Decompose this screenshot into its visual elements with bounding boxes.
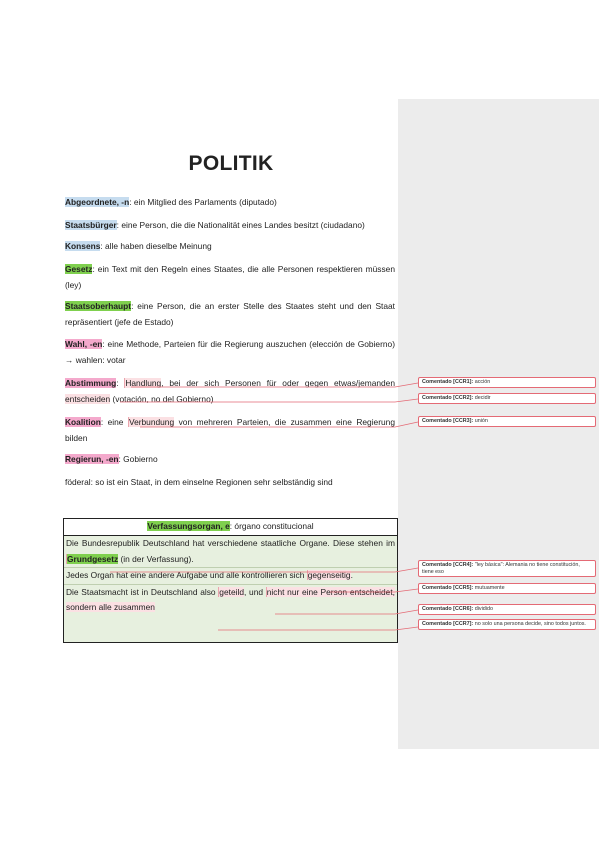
definition: : <box>116 378 125 388</box>
comment-text: "ley básica": Alemania no tiene constitución, tiene eso <box>422 562 580 575</box>
definition: : ein Text mit den Regeln eines Staates, die alle Personen respektieren müssen (ley) <box>65 264 395 290</box>
term: Koalition <box>65 417 101 427</box>
text: . <box>350 570 353 580</box>
comment-label: Comentado [CCR1]: <box>422 379 474 385</box>
comment-ccr6[interactable] <box>418 604 596 615</box>
comment-anchor-ccr7[interactable]: nicht nur eine Person entscheidet, sondern alle zusammen <box>66 586 395 612</box>
comment-anchor-ccr2[interactable]: entscheiden <box>65 393 111 404</box>
connector-ccr4 <box>110 568 418 572</box>
comment-label: Comentado [CCR2]: <box>422 395 474 401</box>
definition-extra: wahlen: votar <box>75 354 126 365</box>
definition: : eine <box>100 417 128 427</box>
comment-text: decidir <box>473 395 491 401</box>
term: Regierun, -en <box>65 454 119 464</box>
comment-anchor-ccr3[interactable]: Verbundung <box>128 417 175 427</box>
comment-ccr5[interactable] <box>418 583 596 594</box>
definition: : eine Person, die an erster Stelle des Staates steht und den Staat repräsentiert (jefe de Estado) <box>65 301 395 327</box>
comment-label: Comentado [CCR3]: <box>422 418 474 424</box>
comment-ccr2[interactable] <box>418 393 596 404</box>
comment-ccr4[interactable] <box>418 560 596 577</box>
term: Abstimmung <box>65 378 117 388</box>
comment-text: dividido <box>473 606 493 612</box>
text: Die Staatsmacht ist in Deutschland also <box>66 586 219 597</box>
definition: : eine Methode, Parteien für die Regierung auszuchen (elección de Gobierno) → <box>65 339 395 365</box>
connector-ccr3 <box>140 422 418 427</box>
text: Jedes Organ hat eine andere Aufgabe und alle kontrollieren sich <box>66 570 307 580</box>
text: Die Bundesrepublik Deutschland hat verschiedene staatliche Organe. Diese stehen im <box>66 538 395 548</box>
term: Staatsbürger <box>65 220 117 230</box>
connector-ccr7 <box>218 627 418 630</box>
term: Abgeordnete, -n <box>65 197 130 207</box>
definition: , bei der sich Personen für oder gegen etwas/jemanden <box>161 378 395 388</box>
comment-text: no solo una persona decide, sino todos juntos. <box>473 621 586 627</box>
comment-label: Comentado [CCR4]: <box>422 562 474 568</box>
comment-text: mutuamente <box>473 585 505 591</box>
definition: : órgano constitucional <box>229 521 314 531</box>
comment-anchor-ccr5[interactable]: gegenseitig <box>307 570 351 580</box>
comment-text: acción <box>473 379 491 385</box>
term: Staatsoberhaupt <box>65 301 132 311</box>
text: , und <box>243 586 266 597</box>
connector-ccr1 <box>131 383 418 387</box>
definition: : Gobierno <box>118 454 158 464</box>
text: (in der Verfassung). <box>118 553 194 564</box>
connector-ccr6 <box>275 610 418 614</box>
comment-ccr3[interactable] <box>418 416 596 427</box>
term: Gesetz <box>65 264 93 274</box>
comment-ccr1[interactable] <box>418 377 596 388</box>
comment-label: Comentado [CCR5]: <box>422 585 474 591</box>
comment-text: unión <box>473 418 488 424</box>
definition: (votación, no del Gobierno) <box>110 393 214 404</box>
page-title: POLITIK <box>188 152 274 175</box>
definition: föderal: so ist ein Staat, in dem einselne Regionen sehr selbständig sind <box>65 477 333 487</box>
definition: : alle haben dieselbe Meinung <box>100 241 212 251</box>
connector-ccr2 <box>120 399 418 402</box>
definition: : eine Person, die die Nationalität eines Landes besitzt (ciudadano) <box>116 220 365 230</box>
term: Konsens <box>65 241 101 251</box>
comment-label: Comentado [CCR7]: <box>422 621 474 627</box>
comment-label: Comentado [CCR6]: <box>422 606 474 612</box>
definition: : ein Mitglied des Parlaments (diputado) <box>129 197 277 207</box>
term: Verfassungsorgan, e <box>147 521 230 531</box>
comment-anchor-ccr6[interactable]: geteild <box>219 586 244 597</box>
definition: von mehreren Parteien, die zusammen eine Regierung bilden <box>65 417 395 443</box>
term: Wahl, -en <box>65 339 103 349</box>
comment-ccr7[interactable] <box>418 619 596 630</box>
comment-anchor-ccr4[interactable]: Grundgesetz <box>67 553 119 564</box>
comment-anchor-ccr1[interactable]: Handlung <box>125 378 162 388</box>
connector-ccr5 <box>330 589 418 592</box>
